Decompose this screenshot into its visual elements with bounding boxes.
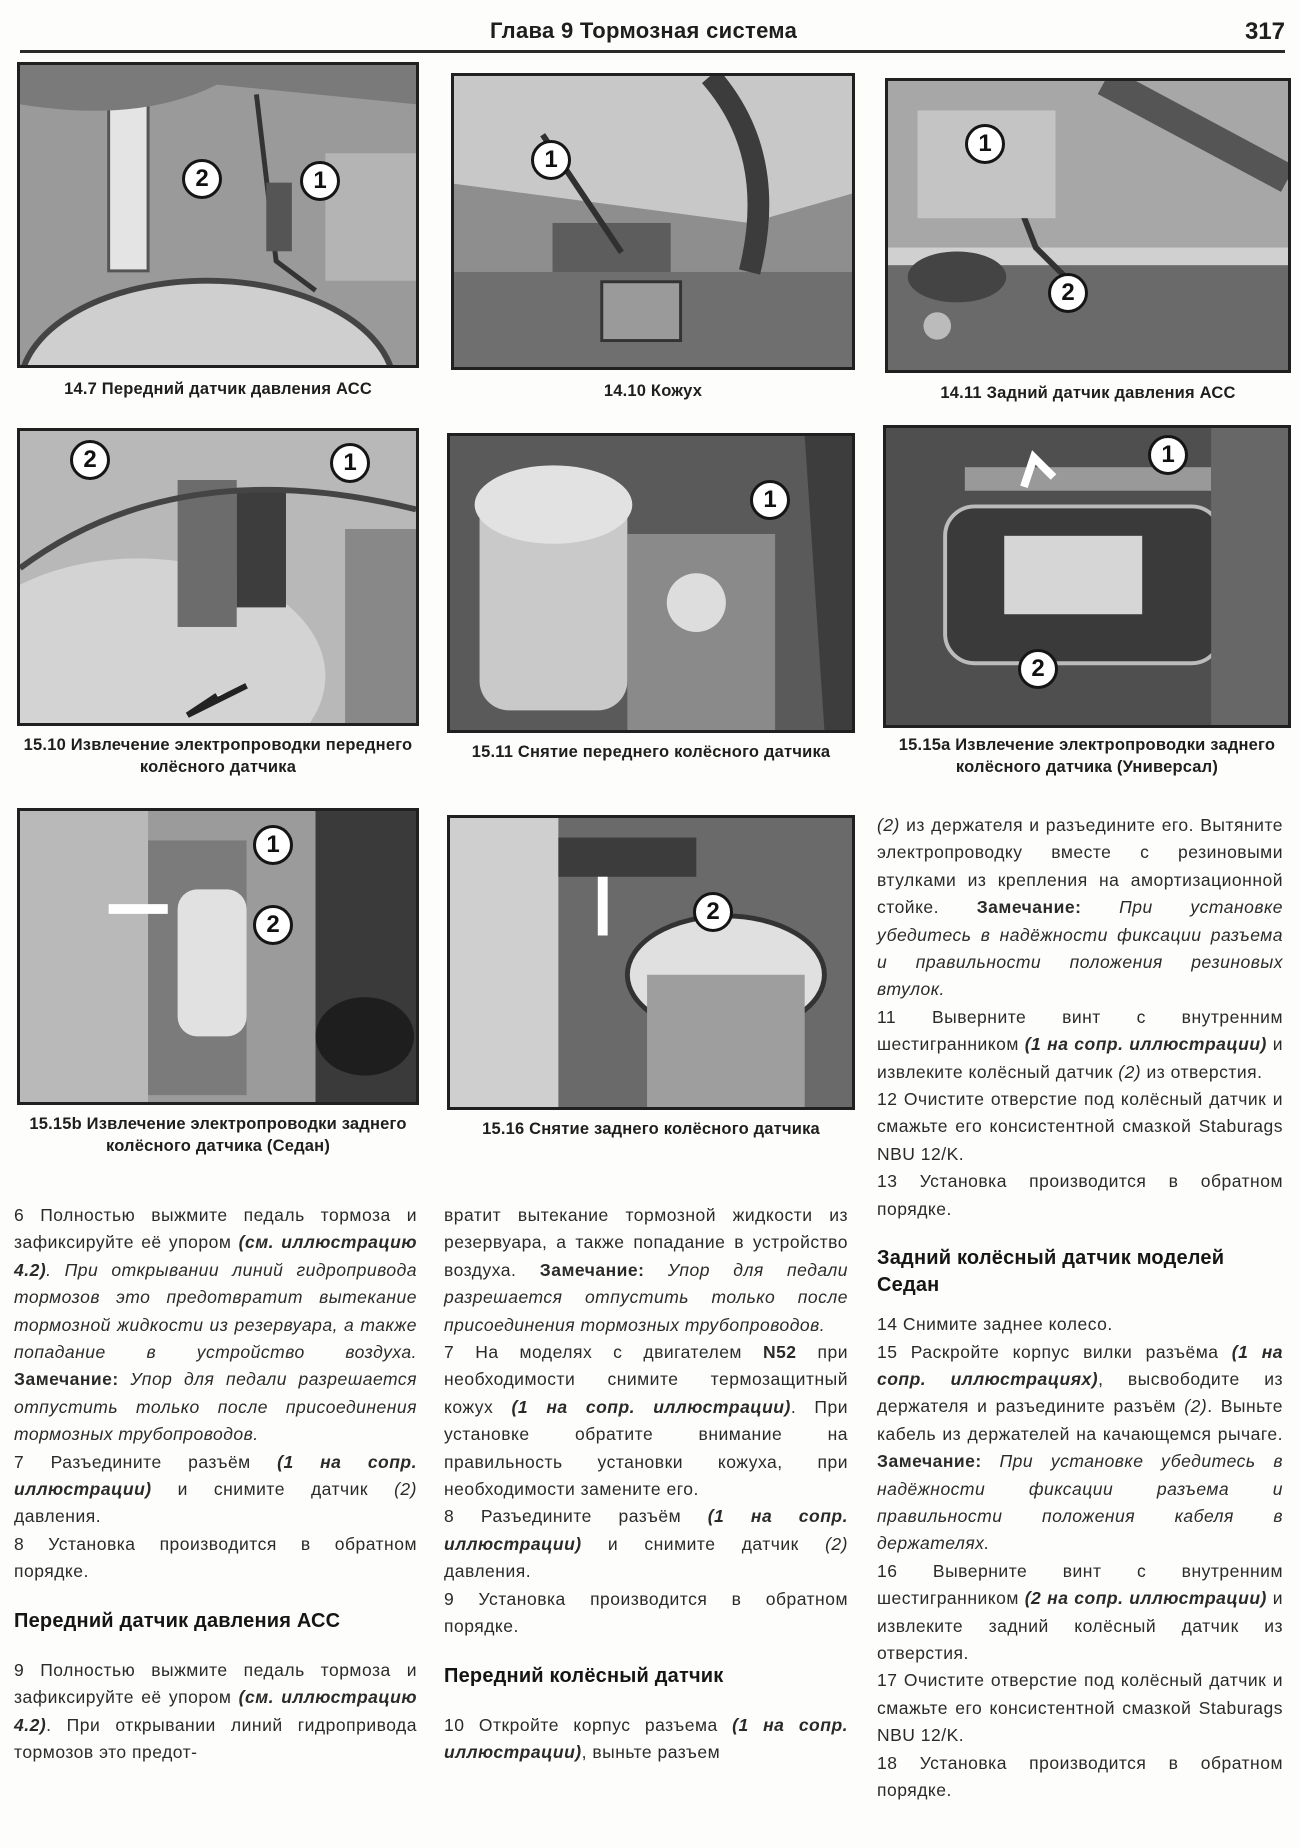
paragraph-8: 8 Установка производится в обратном порядке. <box>14 1533 417 1582</box>
figure-photo-14-11 <box>885 78 1291 373</box>
paragraph-11: 11 Выверните винт с внутренним шестигранником (1 на сопр. иллюстрации) и извлеките колёсный датчик (2) из отверстия. <box>877 1006 1283 1082</box>
paragraph-6: 6 Полностью выжмите педаль тормоза и зафиксируйте её упором (см. иллюстрацию 4.2). При открывании линий гидропривода тормозов это предотвратит вытекание тормозной жидкости из резервуара, а также попадание в устройство воздуха. Замечание: Упор для педали разрешается отпустить только после присоединения тормозных трубопроводов. <box>14 1205 417 1445</box>
figure-14-11-callout-1: 1 <box>965 124 1005 164</box>
paragraph-18: 18 Установка производится в обратном порядке. <box>877 1752 1283 1800</box>
section-heading-rear-wheel-sensor-sedan: Задний колёсный датчик моделей Седан <box>877 1247 1225 1297</box>
figure-15-16-callout-2: 2 <box>693 892 733 932</box>
paragraph-10: 10 Откройте корпус разъема (1 на сопр. иллюстрации), выньте разъем <box>444 1714 848 1762</box>
paragraph-13: 13 Установка производится в обратном порядке. <box>877 1171 1283 1219</box>
figure-caption-15-16: 15.16 Снятие заднего колёсного датчика <box>482 1120 820 1138</box>
figure-photo-15-11 <box>447 433 855 733</box>
figure-15-10-callout-2: 2 <box>70 440 110 480</box>
figure-photo-15-15b <box>17 808 419 1105</box>
figure-caption-15-15a: 15.15а Извлечение электропроводки заднего колёсного датчика (Универсал) <box>898 736 1276 776</box>
text-column-1 <box>14 1202 417 1766</box>
paragraph-12: 12 Очистите отверстие под колёсный датчик и смажьте его консистентной смазкой Staburags NBU 12/K. <box>877 1089 1283 1164</box>
figure-photo-15-15a <box>883 425 1291 728</box>
figure-photo-15-16 <box>447 815 855 1110</box>
paragraph-9b: 9 Установка производится в обратном порядке. <box>444 1588 848 1637</box>
paragraph-14: 14 Снимите заднее колесо. <box>877 1314 1113 1335</box>
figure-14-7-callout-1: 1 <box>300 161 340 201</box>
section-heading-front-wheel-sensor: Передний колёсный датчик <box>444 1664 724 1687</box>
paragraph-cont-3: (2) из держателя и разъедините его. Вытяните электропроводку вместе с резиновыми втулками из крепления на амортизационной стойке. Замечание: При установке убедитесь в надёжности фиксации разъема и правильности положения резиновых втулок. <box>877 815 1283 1000</box>
figure-15-15b-callout-2: 2 <box>253 905 293 945</box>
paragraph-9: 9 Полностью выжмите педаль тормоза и зафиксируйте её упором (см. иллюстрацию 4.2). При открывании линий гидропривода тормозов это предот- <box>14 1659 417 1762</box>
paragraph-15: 15 Раскройте корпус вилки разъёма (1 на сопр. иллюстрациях), высвободите из держателя и разъедините разъём (2). Выньте кабель из держателей на качающемся рычаге. Замечание: При установке убедитесь в надёжности фиксации разъема и правильности положения кабеля в держателях. <box>877 1341 1283 1554</box>
figure-15-15a-callout-2: 2 <box>1018 649 1058 689</box>
figure-photo-14-7 <box>17 62 419 368</box>
text-column-2 <box>444 1202 848 1766</box>
paragraph-8b: 8 Разъедините разъём (1 на сопр. иллюстрации) и снимите датчик (2) давления. <box>444 1506 848 1582</box>
paragraph-cont: вратит вытекание тормозной жидкости из резервуара, а также попадание в устройство воздуха. Замечание: Упор для педали разрешается отпустить только после присоединения тормозных трубопроводов. <box>444 1205 848 1335</box>
figure-14-7-callout-2: 2 <box>182 159 222 199</box>
chapter-title: Глава 9 Тормозная система <box>490 18 798 43</box>
figure-15-15b-callout-1: 1 <box>253 825 293 865</box>
figure-caption-15-15b: 15.15b Извлечение электропроводки заднего колёсного датчика (Седан) <box>29 1115 407 1155</box>
paragraph-17: 17 Очистите отверстие под колёсный датчик и смажьте его консистентной смазкой Staburags NBU 12/K. <box>877 1670 1283 1746</box>
section-heading-front-acc-sensor: Передний датчик давления АСС <box>14 1609 341 1632</box>
figure-photo-14-10 <box>451 73 855 370</box>
figure-caption-14-7: 14.7 Передний датчик давления АСС <box>64 380 372 398</box>
figure-caption-15-10: 15.10 Извлечение электропроводки переднего колёсного датчика <box>23 736 413 776</box>
figure-15-15a-callout-1: 1 <box>1148 435 1188 475</box>
figure-caption-14-11: 14.11 Задний датчик давления АСС <box>940 384 1236 402</box>
page-number: 317 <box>1244 18 1285 45</box>
figure-15-11-callout-1: 1 <box>750 480 790 520</box>
paragraph-16: 16 Выверните винт с внутренним шестигранником (2 на сопр. иллюстрации) и извлеките задний колёсный датчик из отверстия. <box>877 1560 1283 1663</box>
figure-14-10-callout-1: 1 <box>531 140 571 180</box>
text-column-3 <box>877 812 1283 1804</box>
paragraph-7b: 7 На моделях с двигателем N52 при необходимости снимите термозащитный кожух (1 на сопр. иллюстрации). При установке обратите внимание на правильность установки кожуха, при необходимости замените его. <box>444 1342 849 1500</box>
figure-caption-14-10: 14.10 Кожух <box>603 382 703 400</box>
paragraph-7: 7 Разъедините разъём (1 на сопр. иллюстрации) и снимите датчик (2) давления. <box>14 1451 417 1527</box>
figure-caption-15-11: 15.11 Снятие переднего колёсного датчика <box>471 743 831 761</box>
figure-14-11-callout-2: 2 <box>1048 273 1088 313</box>
figure-15-10-callout-1: 1 <box>330 443 370 483</box>
page-header <box>20 14 1285 53</box>
